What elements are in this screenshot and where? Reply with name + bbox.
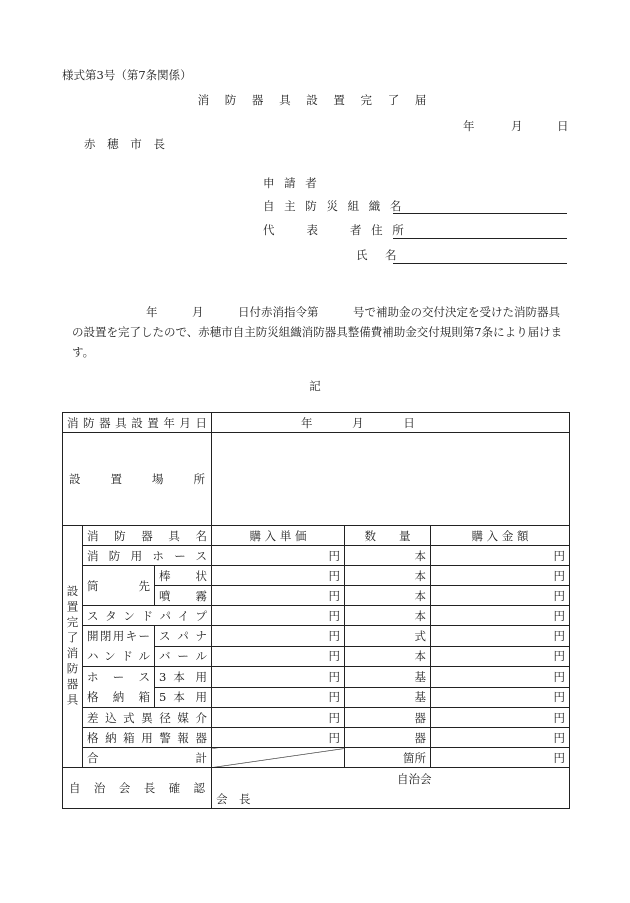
name-label: 氏 名 (356, 248, 400, 262)
quantity-cell[interactable]: 器 (345, 708, 431, 728)
body-month: 月 (192, 305, 204, 319)
item-sub: バール (155, 646, 212, 667)
header-item: 消 防 器 具 名 (83, 526, 212, 546)
location-label: 設 置 場 所 (63, 433, 212, 526)
header-row (63, 526, 570, 546)
install-year: 年 (301, 415, 313, 430)
header-amount: 購 入 金 額 (431, 526, 570, 546)
install-day: 日 (403, 415, 415, 430)
row-hose (63, 546, 570, 566)
unit-price-diagonal (212, 748, 345, 768)
quantity-cell[interactable]: 基 (345, 687, 431, 708)
row-adapter (63, 708, 570, 728)
item-sub: 噴 霧 (155, 586, 212, 606)
confirm-chair: 会 長 (216, 792, 251, 806)
amount-cell[interactable]: 円 (431, 566, 570, 586)
org-name-line (393, 213, 567, 214)
item-name: スタンドパイプ (83, 606, 212, 626)
amount-cell[interactable]: 円 (431, 546, 570, 566)
unit-price-cell[interactable]: 円 (212, 667, 345, 688)
amount-cell[interactable]: 円 (431, 748, 570, 768)
item-group-line2: ハンドル (87, 649, 150, 663)
body-line1-rest: 日付赤消指令第 号で補助金の交付決定を受けた消防器具 (238, 305, 560, 319)
item-group: 筒 先 (83, 566, 155, 606)
confirm-cell[interactable] (212, 768, 570, 809)
confirm-row (63, 768, 570, 809)
quantity-cell[interactable]: 箇所 (345, 748, 431, 768)
body-year: 年 (146, 305, 158, 319)
item-name: 消防用ホース (83, 546, 212, 566)
item-group (83, 667, 155, 708)
org-name-label: 自 主 防 災 組 織 名 (263, 199, 405, 213)
unit-price-cell[interactable]: 円 (212, 728, 345, 748)
item-sub: スパナ (155, 626, 212, 647)
item-name: 合 計 (83, 748, 212, 768)
applicant-heading: 申 請 者 (263, 176, 320, 190)
quantity-cell[interactable]: 式 (345, 626, 431, 647)
rep-address-label: 代 表 者 住 所 (263, 223, 407, 237)
item-sub: 棒 状 (155, 566, 212, 586)
install-month: 月 (352, 415, 364, 430)
rep-address-line (393, 238, 567, 239)
item-group (83, 626, 155, 667)
quantity-cell[interactable]: 器 (345, 728, 431, 748)
date-month: 月 (511, 119, 523, 133)
header-unit-price: 購 入 単 価 (212, 526, 345, 546)
amount-cell[interactable]: 円 (431, 708, 570, 728)
item-group-line1: ホ ー ス (87, 670, 150, 684)
amount-cell[interactable]: 円 (431, 586, 570, 606)
unit-price-cell[interactable]: 円 (212, 646, 345, 667)
unit-price-cell[interactable]: 円 (212, 546, 345, 566)
item-group-line2: 格 納 箱 (87, 690, 150, 704)
quantity-cell[interactable]: 本 (345, 586, 431, 606)
amount-cell[interactable]: 円 (431, 646, 570, 667)
amount-cell[interactable]: 円 (431, 667, 570, 688)
date-year: 年 (463, 119, 475, 133)
install-date-row (63, 413, 570, 433)
row-total (63, 748, 570, 768)
quantity-cell[interactable]: 基 (345, 667, 431, 688)
addressee: 赤 穂 市 長 (84, 137, 169, 151)
item-sub: 5 本 用 (155, 687, 212, 708)
amount-cell[interactable]: 円 (431, 728, 570, 748)
location-row (63, 433, 570, 526)
quantity-cell[interactable]: 本 (345, 646, 431, 667)
unit-price-cell[interactable]: 円 (212, 606, 345, 626)
row-box-a (63, 667, 570, 688)
amount-cell[interactable]: 円 (431, 606, 570, 626)
location-value[interactable] (212, 433, 570, 526)
quantity-cell[interactable]: 本 (345, 566, 431, 586)
row-alarm (63, 728, 570, 748)
section-label: 設置完了消防器具 (63, 526, 83, 768)
page-title: 消 防 器 具 設 置 完 了 届 (197, 93, 433, 107)
row-key-a (63, 626, 570, 647)
equipment-table (62, 412, 570, 809)
install-date-label: 消防器具設置年月日 (63, 413, 212, 433)
row-nozzle-a (63, 566, 570, 586)
body-line3: す。 (72, 345, 95, 359)
item-sub: 3 本 用 (155, 667, 212, 688)
date-day: 日 (557, 119, 569, 133)
ki-note: 記 (309, 379, 321, 393)
confirm-label: 自 治 会 長 確 認 (63, 768, 212, 809)
unit-price-cell[interactable]: 円 (212, 566, 345, 586)
quantity-cell[interactable]: 本 (345, 546, 431, 566)
form-number: 様式第3号（第7条関係） (62, 68, 192, 82)
confirm-assoc: 自治会 (397, 772, 432, 786)
unit-price-cell[interactable]: 円 (212, 687, 345, 708)
install-date-value[interactable] (212, 413, 570, 433)
header-quantity: 数 量 (345, 526, 431, 546)
amount-cell[interactable]: 円 (431, 687, 570, 708)
name-line (393, 263, 567, 264)
unit-price-cell[interactable]: 円 (212, 626, 345, 647)
item-name: 差込式異径媒介 (83, 708, 212, 728)
quantity-cell[interactable]: 本 (345, 606, 431, 626)
unit-price-cell[interactable]: 円 (212, 708, 345, 728)
item-group-line1: 開閉用キー (87, 629, 150, 643)
item-name: 格納箱用警報器 (83, 728, 212, 748)
body-line2: の設置を完了したので、赤穂市自主防災組織消防器具整備費補助金交付規則第7条により届けま (72, 325, 563, 339)
row-standpipe (63, 606, 570, 626)
unit-price-cell[interactable]: 円 (212, 586, 345, 606)
amount-cell[interactable]: 円 (431, 626, 570, 647)
